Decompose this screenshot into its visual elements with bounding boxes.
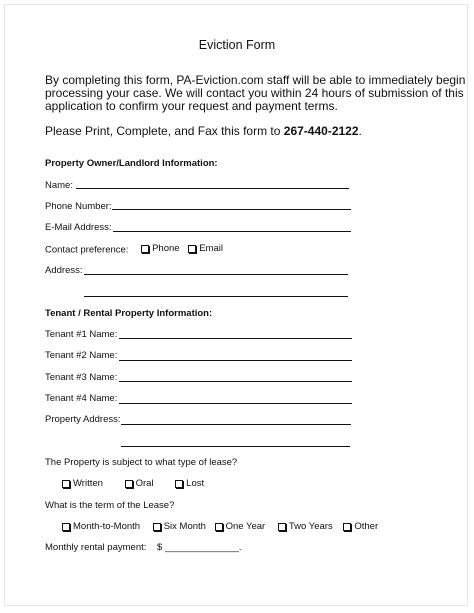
contact-preference-row (45, 243, 223, 256)
lease-term-other[interactable] (343, 521, 378, 532)
tenant3-label: Tenant #3 Name: (45, 372, 118, 383)
tenant4-name-field[interactable] (119, 403, 352, 404)
fax-text: Please Print, Complete, and Fax this form to (45, 124, 284, 138)
contact-option-email-label: Email (199, 243, 223, 254)
owner-email-field[interactable] (113, 231, 351, 232)
property-address-field-line1[interactable] (121, 424, 351, 425)
lease-term-six-month-label: Six Month (163, 521, 206, 532)
tenant2-label: Tenant #2 Name: (45, 350, 118, 361)
tenant1-name-field[interactable] (119, 338, 352, 339)
checkbox-icon[interactable] (62, 480, 70, 488)
owner-address-field-line1[interactable] (84, 274, 348, 275)
tenant-section-heading: Tenant / Rental Property Information: (45, 308, 213, 319)
contact-preference-label: Contact preference: (45, 244, 129, 256)
fax-instructions (45, 124, 362, 138)
checkbox-icon[interactable] (141, 245, 149, 253)
checkbox-icon[interactable] (175, 480, 183, 488)
checkbox-icon[interactable] (215, 523, 223, 531)
owner-name-field[interactable] (76, 188, 349, 189)
intro-line-3: application to confirm your request and payment terms. (45, 99, 338, 114)
lease-term-options (62, 521, 378, 534)
lease-type-written-label: Written (73, 478, 103, 489)
checkbox-icon[interactable] (188, 245, 196, 253)
owner-address-field-line2[interactable] (84, 296, 348, 297)
lease-term-two-years[interactable] (278, 521, 333, 532)
contact-option-phone-label: Phone (152, 243, 180, 254)
lease-type-question: The Property is subject to what type of lease? (45, 457, 238, 468)
owner-phone-field[interactable] (112, 209, 351, 210)
owner-email-label: E-Mail Address: (45, 222, 112, 233)
owner-section-heading: Property Owner/Landlord Information: (45, 158, 218, 169)
intro-paragraph (45, 74, 465, 114)
lease-type-options (62, 478, 204, 491)
lease-type-lost-label: Lost (186, 478, 205, 489)
checkbox-icon[interactable] (343, 523, 351, 531)
lease-term-month-to-month[interactable] (62, 521, 140, 532)
checkbox-icon[interactable] (62, 523, 70, 531)
lease-term-six-month[interactable] (153, 521, 206, 532)
rent-field[interactable]: $ ______________. (157, 542, 242, 553)
lease-term-other-label: Other (354, 521, 379, 532)
form-title: Eviction Form (198, 38, 276, 52)
checkbox-icon[interactable] (125, 480, 133, 488)
checkbox-icon[interactable] (278, 523, 286, 531)
lease-term-month-to-month-label: Month-to-Month (73, 521, 141, 532)
fax-number: 267-440-2122 (283, 124, 359, 138)
tenant2-name-field[interactable] (119, 360, 352, 361)
intro-line-1: By completing this form, PA-Eviction.com staff will be able to immediately begin (45, 73, 466, 87)
owner-name-label: Name: (45, 180, 73, 191)
lease-term-question: What is the term of the Lease? (45, 500, 175, 511)
fax-end: . (358, 124, 362, 138)
property-address-field-line2[interactable] (121, 446, 350, 447)
lease-term-one-year[interactable] (215, 521, 266, 532)
contact-option-email[interactable] (188, 243, 223, 254)
owner-address-label: Address: (45, 265, 83, 276)
owner-phone-label: Phone Number: (45, 201, 112, 212)
rent-row (45, 542, 242, 553)
lease-type-written[interactable] (62, 478, 103, 489)
checkbox-icon[interactable] (153, 523, 161, 531)
lease-term-two-years-label: Two Years (288, 521, 333, 532)
tenant1-label: Tenant #1 Name: (45, 329, 118, 340)
lease-term-one-year-label: One Year (225, 521, 266, 532)
lease-type-lost[interactable] (175, 478, 204, 489)
tenant3-name-field[interactable] (119, 381, 352, 382)
property-address-label: Property Address: (45, 414, 121, 425)
lease-type-oral-label: Oral (135, 478, 154, 489)
lease-type-oral[interactable] (125, 478, 154, 489)
contact-option-phone[interactable] (141, 243, 179, 254)
tenant4-label: Tenant #4 Name: (45, 393, 118, 404)
intro-line-2: processing your case. We will contact you within 24 hours of submission of this (45, 86, 464, 101)
rent-label: Monthly rental payment: (45, 542, 147, 553)
